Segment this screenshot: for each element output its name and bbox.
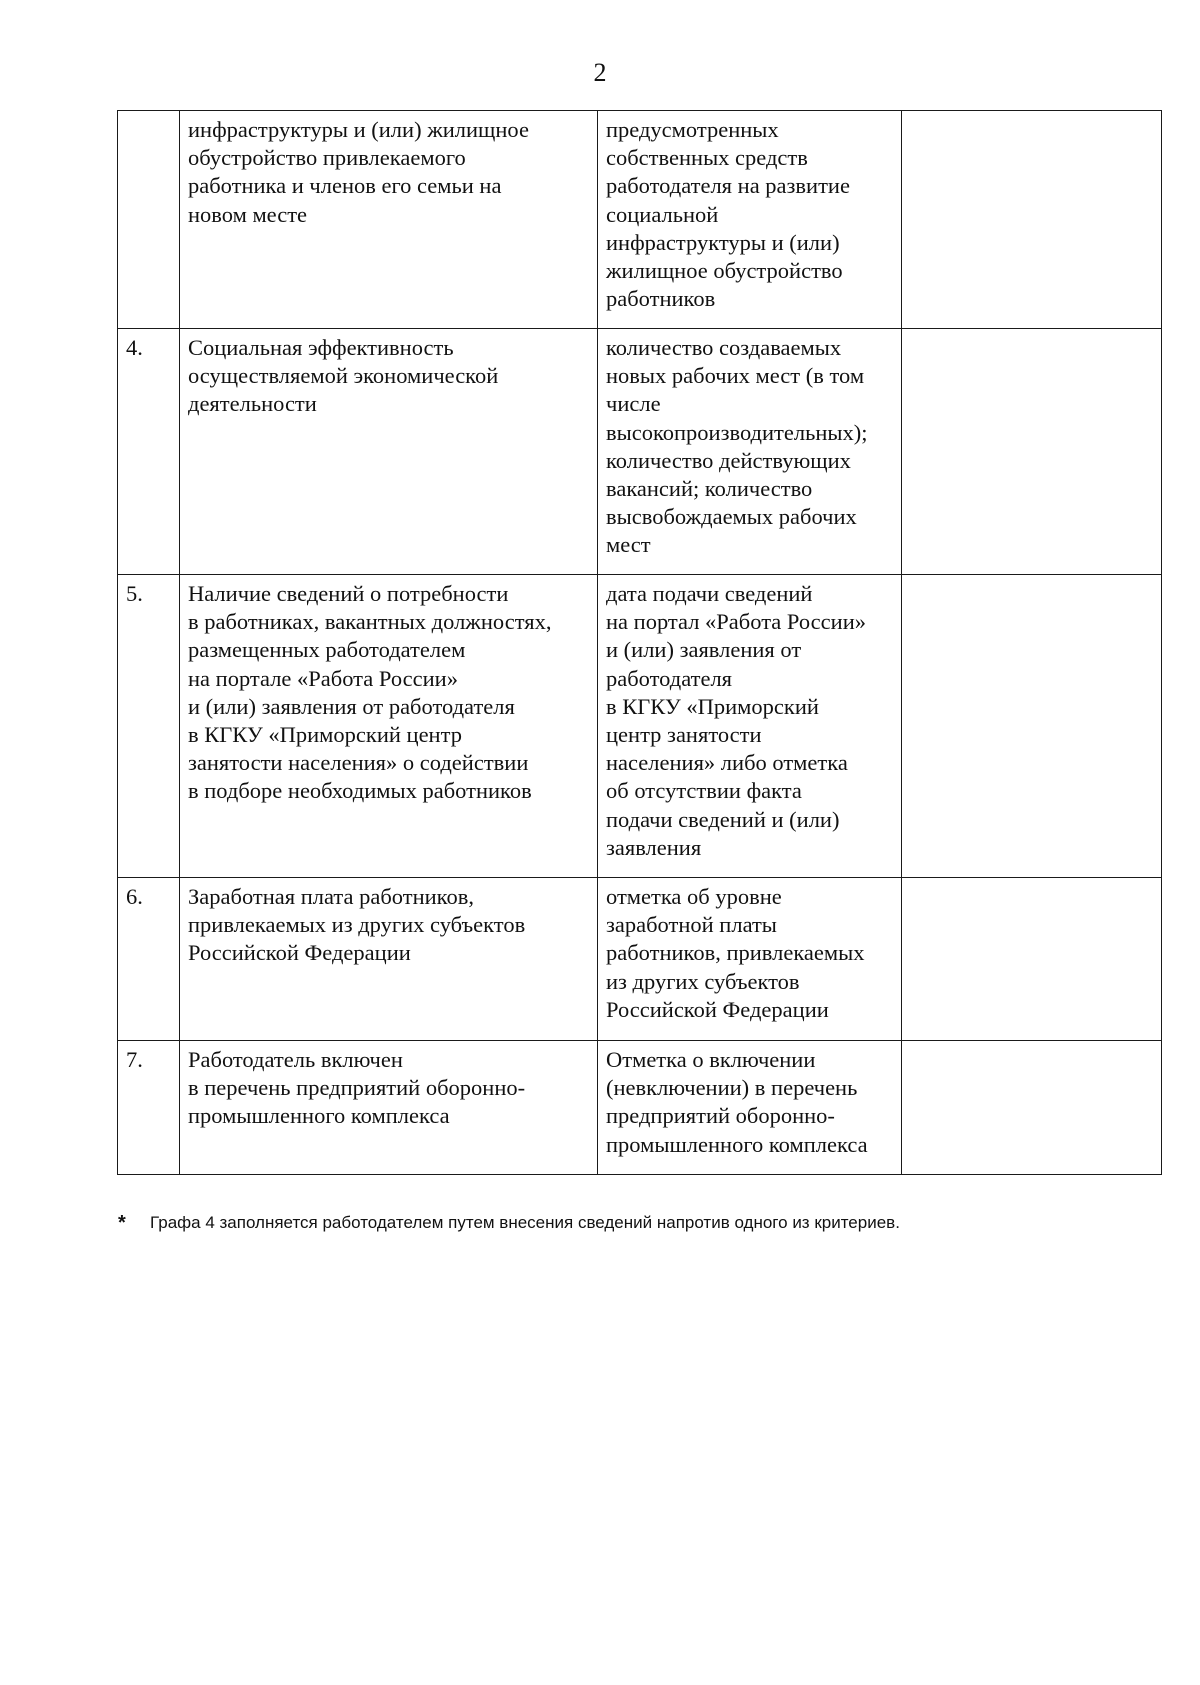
table-row: [118, 878, 1162, 1041]
criterion-text: Работодатель включен в перечень предприятий оборонно- промышленного комплекса: [188, 1047, 526, 1129]
indicator-text: количество создаваемых новых рабочих мест (в том числе высокопроизводительных); количество действующих вакансий; количество высвобождаемых рабочих мест: [606, 335, 868, 558]
value-cell: [902, 111, 1162, 329]
criterion-cell: [180, 111, 598, 329]
row-number: 5.: [118, 575, 180, 878]
row-number: 6.: [118, 878, 180, 1041]
footnote-marker: *: [118, 1212, 126, 1234]
table-row: [118, 1041, 1162, 1175]
indicator-cell: [598, 329, 902, 575]
footnote-text: Графа 4 заполняется работодателем путем внесения сведений напротив одного из критериев.: [150, 1213, 900, 1232]
row-number: 4.: [118, 329, 180, 575]
criterion-cell: [180, 878, 598, 1041]
criterion-cell: [180, 329, 598, 575]
row-number: [118, 111, 180, 329]
table-row: [118, 111, 1162, 329]
table-row: [118, 329, 1162, 575]
criteria-table: [117, 110, 1162, 1175]
indicator-text: отметка об уровне заработной платы работников, привлекаемых из других субъектов Российской Федерации: [606, 884, 865, 1022]
indicator-text: предусмотренных собственных средств работодателя на развитие социальной инфраструктуры и (или) жилищное обустройство работников: [606, 117, 850, 312]
criterion-cell: [180, 1041, 598, 1175]
value-cell: [902, 329, 1162, 575]
criterion-text: Наличие сведений о потребности в работниках, вакантных должностях, размещенных работодателем на портале «Работа России» и (или) заявления от работодателя в КГКУ «Приморский центр занятости населения» о содействии в подборе необходимых работников: [188, 581, 552, 804]
criterion-cell: [180, 575, 598, 878]
row-number: 7.: [118, 1041, 180, 1175]
criterion-text: Социальная эффективность осуществляемой экономической деятельности: [188, 335, 499, 417]
indicator-cell: [598, 575, 902, 878]
indicator-cell: [598, 878, 902, 1041]
criterion-text: инфраструктуры и (или) жилищное обустройство привлекаемого работника и членов его семьи на новом месте: [188, 117, 529, 227]
footnote: [118, 1212, 900, 1234]
value-cell: [902, 878, 1162, 1041]
criterion-text: Заработная плата работников, привлекаемых из других субъектов Российской Федерации: [188, 884, 526, 966]
indicator-cell: [598, 111, 902, 329]
indicator-cell: [598, 1041, 902, 1175]
value-cell: [902, 575, 1162, 878]
page-number: 2: [593, 58, 607, 87]
table-row: [118, 575, 1162, 878]
value-cell: [902, 1041, 1162, 1175]
indicator-text: Отметка о включении (невключении) в перечень предприятий оборонно- промышленного комплекса: [606, 1047, 868, 1157]
indicator-text: дата подачи сведений на портал «Работа России» и (или) заявления от работодателя в КГКУ «Приморский центр занятости населения» либо отметка об отсутствии факта подачи сведений и (или) заявления: [606, 581, 866, 860]
